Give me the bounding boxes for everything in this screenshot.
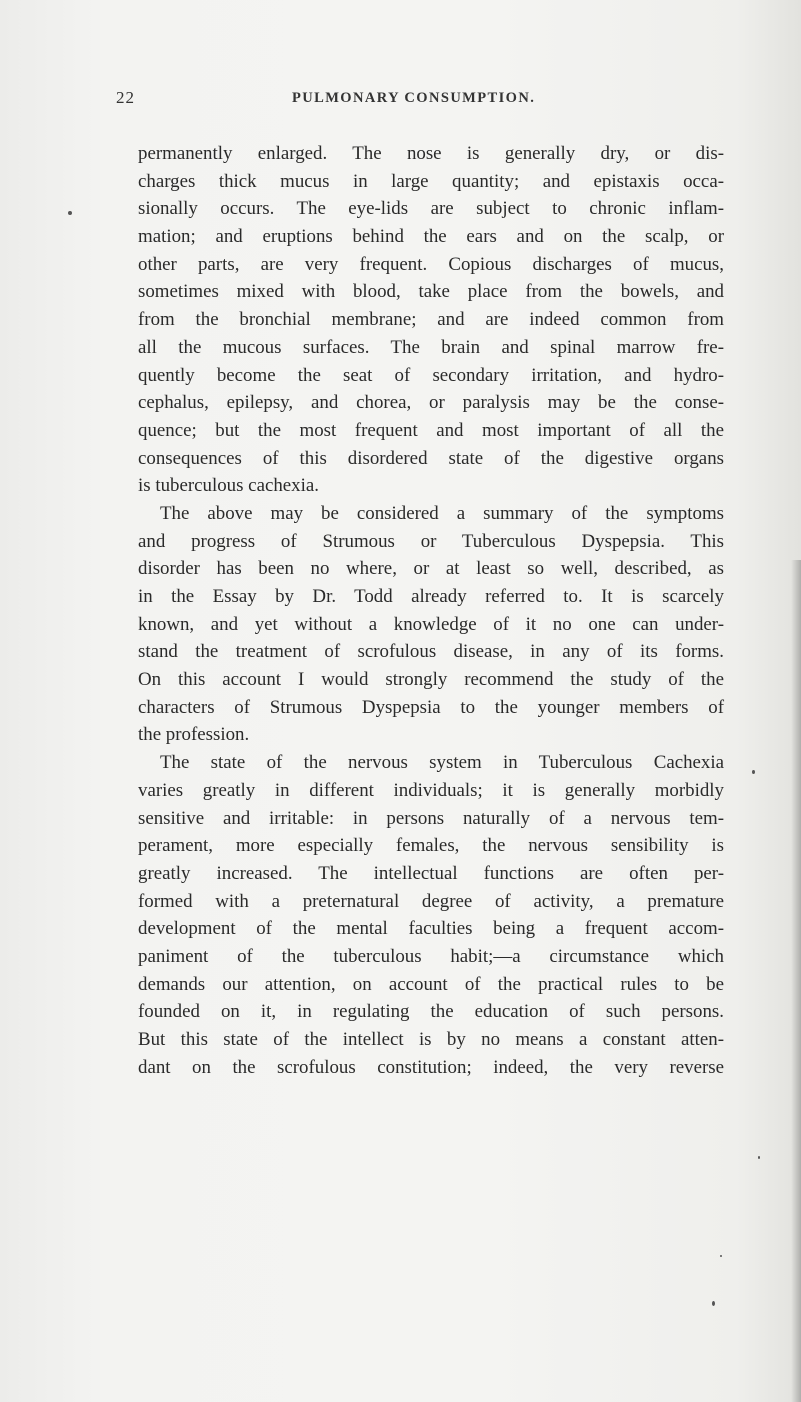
text-line: sionally occurs. The eye-lids are subject to chronic inflam- [138,198,724,220]
text-line: disorder has been no where, or at least so well, described, as [138,558,724,580]
body-text [138,140,724,1081]
text-line: perament, more especially females, the nervous sensibility is [138,835,724,857]
text-line: sensitive and irritable: in persons naturally of a nervous tem- [138,807,724,829]
text-line: in the Essay by Dr. Todd already referred to. It is scarcely [138,586,724,607]
text-line: The state of the nervous system in Tuberculous Cachexia [160,752,724,774]
text-line: quence; but the most frequent and most important of all the [138,419,724,441]
margin-speck [712,1301,715,1306]
page-number: 22 [116,88,135,107]
text-line: characters of Strumous Dyspepsia to the younger members of [138,696,724,718]
text-line: permanently enlarged. The nose is generally dry, or dis- [138,143,724,164]
margin-speck [720,1255,722,1257]
text-line: charges thick mucus in large quantity; and epistaxis occa- [138,170,724,192]
text-line: greatly increased. The intellectual functions are often per- [138,862,724,884]
text-line: formed with a preternatural degree of activity, a premature [138,890,724,912]
margin-speck [752,770,755,774]
text-line: The above may be considered a summary of the symptoms [160,502,724,524]
text-line: all the mucous surfaces. The brain and spinal marrow fre- [138,336,724,358]
text-line: dant on the scrofulous constitution; indeed, the very reverse [138,1056,724,1078]
text-line: known, and yet without a knowledge of it no one can under- [138,613,724,635]
page-edge-shadow [791,560,801,1402]
text-line: stand the treatment of scrofulous disease, in any of its forms. [138,641,724,663]
text-line: is tuberculous cachexia. [138,475,319,497]
text-line: paniment of the tuberculous habit;—a circumstance which [138,945,724,967]
text-line: mation; and eruptions behind the ears and on the scalp, or [138,226,724,248]
page-header [116,88,712,112]
running-head: PULMONARY CONSUMPTION. [292,90,536,106]
text-line: founded on it, in regulating the education of such persons. [138,1001,724,1023]
text-line: cephalus, epilepsy, and chorea, or paralysis may be the conse- [138,392,724,414]
text-line: and progress of Strumous or Tuberculous Dyspepsia. This [138,530,724,552]
text-line: sometimes mixed with blood, take place from the bowels, and [138,281,724,303]
text-line: the profession. [138,724,250,746]
text-line: from the bronchial membrane; and are indeed common from [138,309,724,331]
margin-speck [758,1156,760,1159]
text-line: development of the mental faculties being a frequent accom- [138,918,724,940]
text-line: quently become the seat of secondary irritation, and hydro- [138,364,724,386]
text-line: consequences of this disordered state of the digestive organs [138,447,724,469]
text-line: On this account I would strongly recommend the study of the [138,669,724,691]
text-line: varies greatly in different individuals; it is generally morbidly [138,779,724,801]
text-line: But this state of the intellect is by no means a constant atten- [138,1029,724,1050]
margin-speck [68,211,72,215]
text-line: other parts, are very frequent. Copious discharges of mucus, [138,253,724,275]
text-line: demands our attention, on account of the practical rules to be [138,973,724,995]
